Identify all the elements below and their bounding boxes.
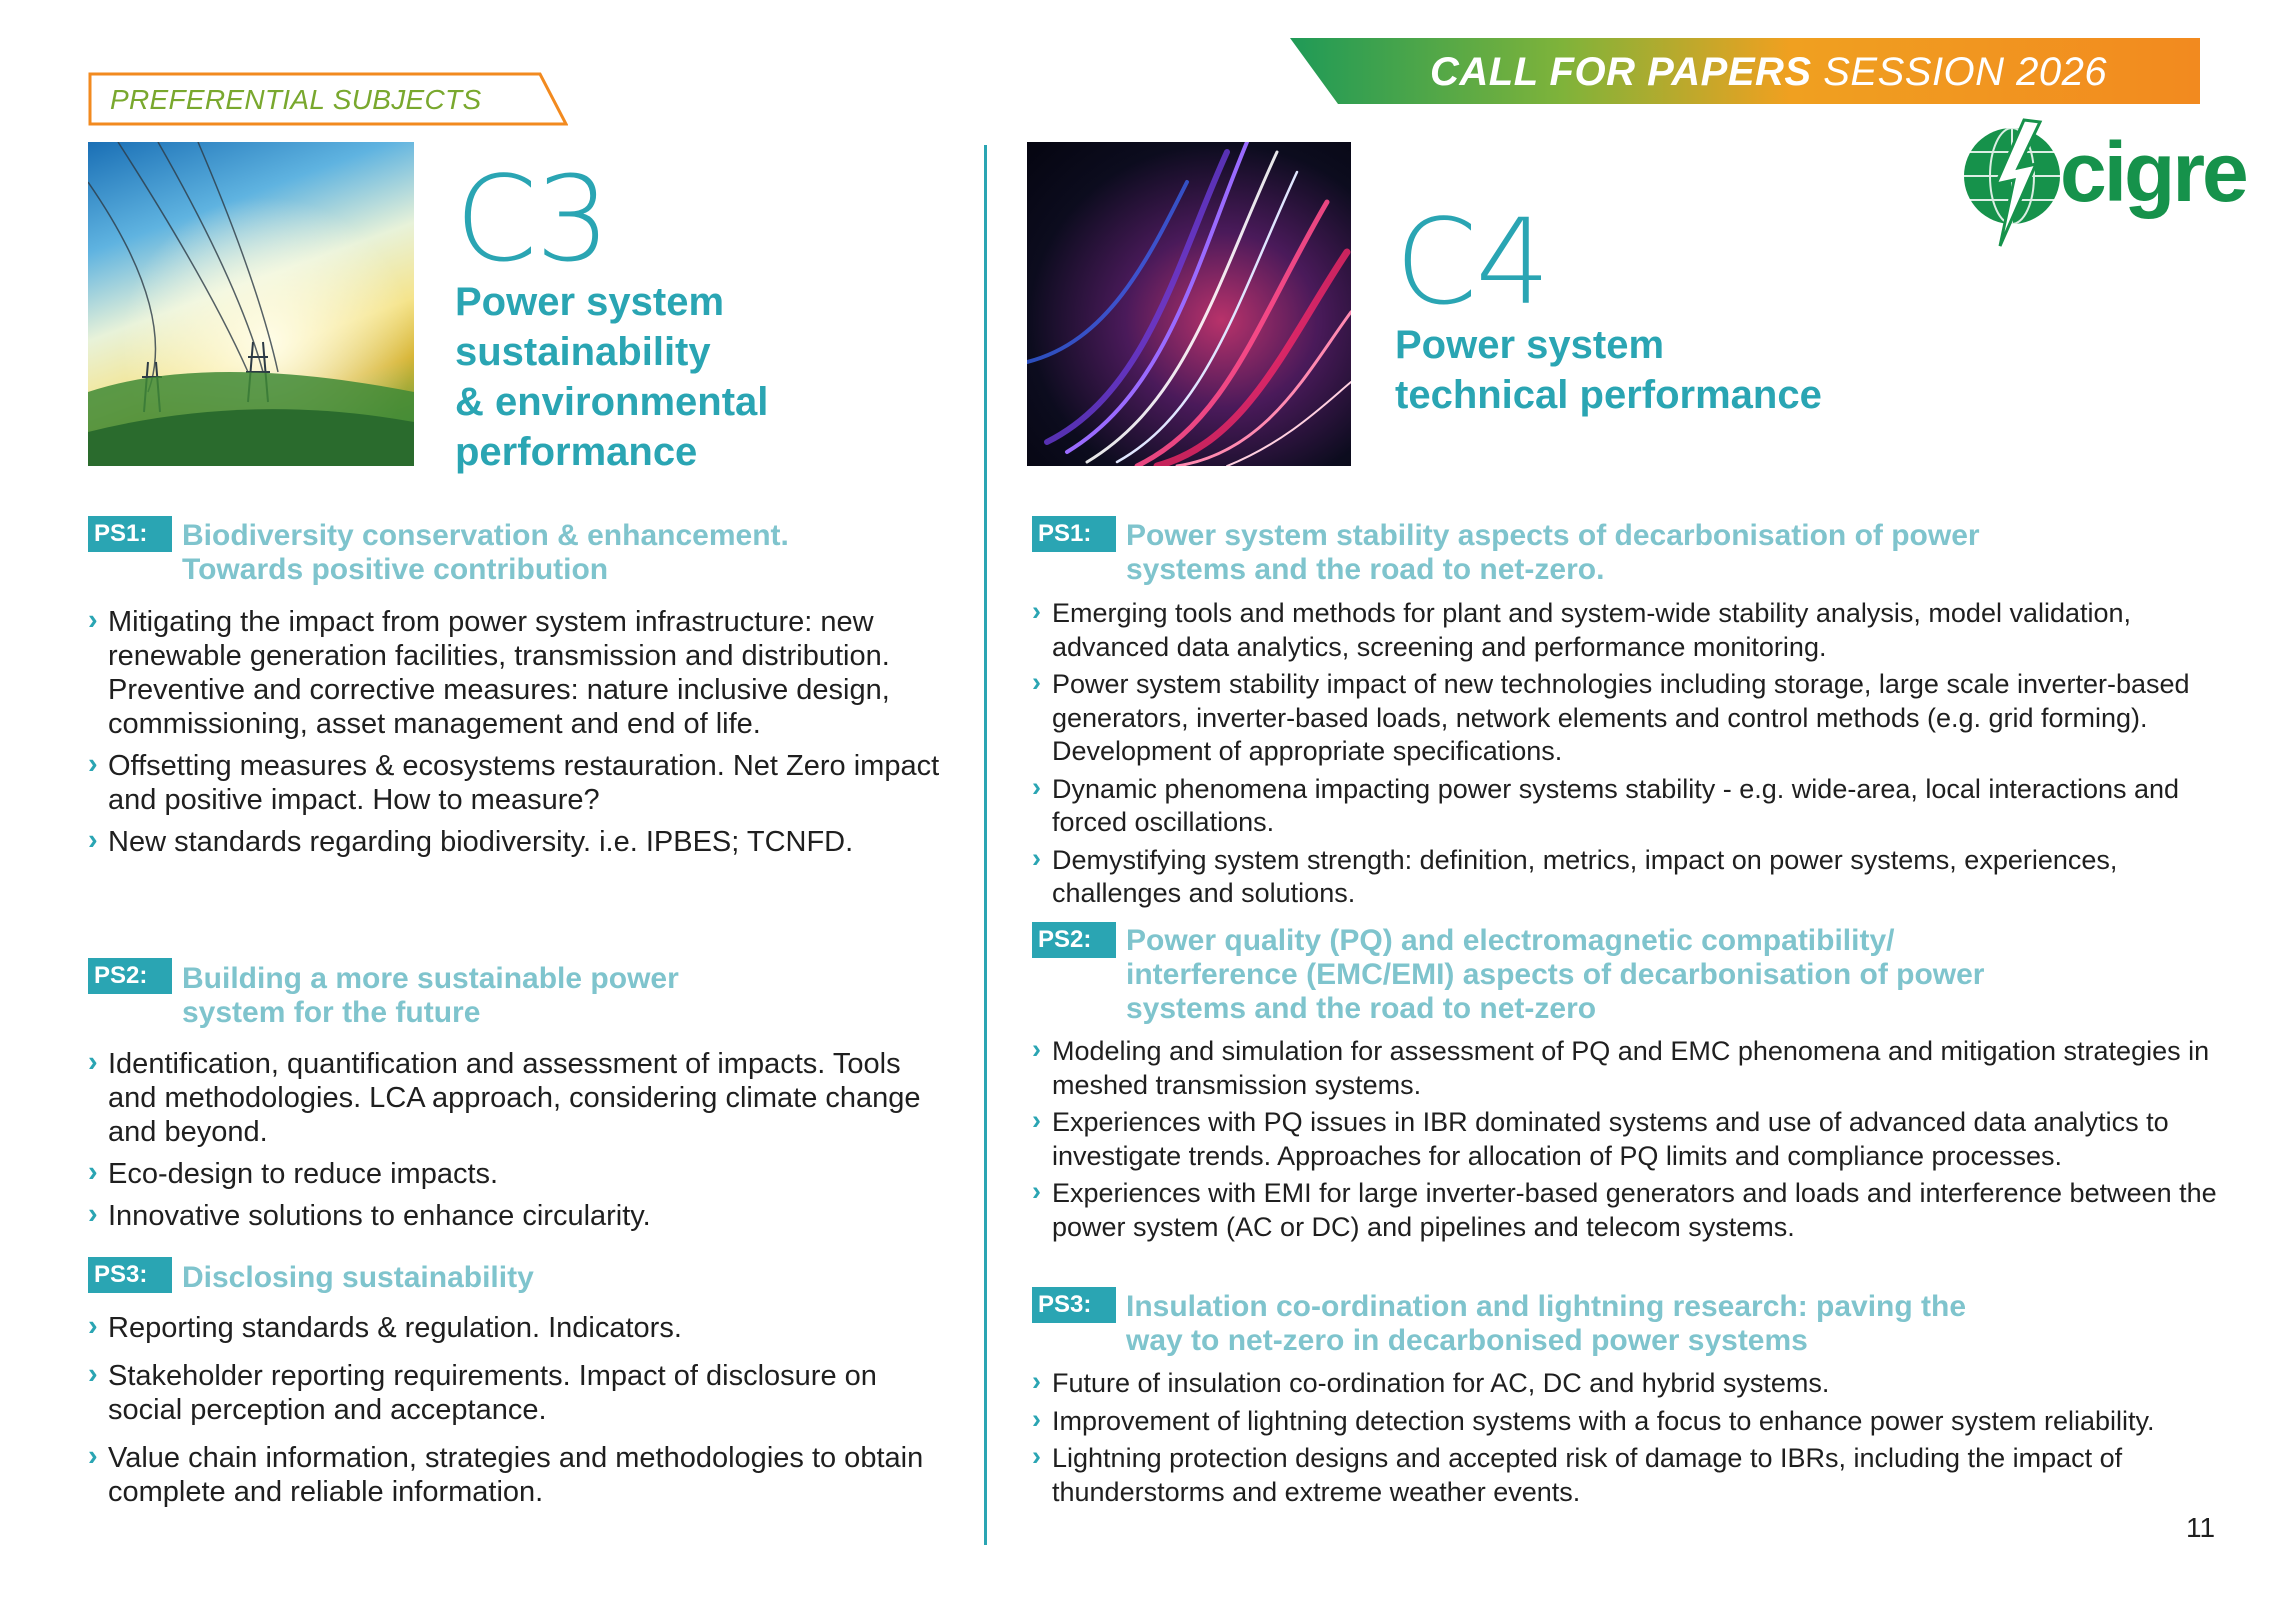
committee-title-c3: Power system sustainability & environmental performance (455, 280, 769, 474)
ps1-badge: PS1: (1032, 516, 1116, 552)
list-item: › Offsetting measures & ecosystems restauration. Net Zero impact and positive impact. How to measure? (88, 749, 943, 817)
ps2-title: Building a more sustainable power system for the future (182, 962, 679, 1029)
list-item: › Mitigating the impact from power system infrastructure: new renewable generation facilities, transmission and distribution. Preventive and corrective measures: nature inclusive design, commissioning, asset management and end of life. (88, 605, 943, 741)
ps2-badge: PS2: (1032, 922, 1116, 958)
list-item: › Improvement of lightning detection systems with a focus to enhance power system reliability. (1032, 1405, 2172, 1439)
ps3-title: Disclosing sustainability (182, 1261, 534, 1294)
list-item: › Identification, quantification and assessment of impacts. Tools and methodologies. LCA approach, considering climate change and beyond. (88, 1047, 943, 1149)
committee-title-c4: Power system technical performance (1395, 323, 1822, 417)
ps2-list (88, 1047, 943, 1241)
ps3-title: Insulation co-ordination and lightning research: paving the way to net-zero in decarbonised power systems (1126, 1290, 1967, 1357)
list-item: › Innovative solutions to enhance circularity. (88, 1199, 943, 1233)
list-item: › New standards regarding biodiversity. i.e. IPBES; TCNFD. (88, 825, 943, 859)
ps3-badge: PS3: (88, 1257, 172, 1293)
list-item: › Experiences with EMI for large inverter-based generators and loads and interference between the power system (AC or DC) and pipelines and telecom systems. (1032, 1177, 2252, 1244)
ps3-badge: PS3: (1032, 1287, 1116, 1323)
list-item: › Reporting standards & regulation. Indicators. (88, 1311, 943, 1345)
list-item: › Eco-design to reduce impacts. (88, 1157, 943, 1191)
list-item: › Experiences with PQ issues in IBR dominated systems and use of advanced data analytics to investigate trends. Approaches for allocation of PQ limits and compliance processes. (1032, 1106, 2252, 1173)
banner-title: CALL FOR PAPERS SESSION 2026 (1430, 50, 2108, 94)
list-item: › Future of insulation co-ordination for AC, DC and hybrid systems. (1032, 1367, 2172, 1401)
light-streaks-photo (1027, 142, 1351, 466)
ps2-title: Power quality (PQ) and electromagnetic compatibility/ interference (EMC/EMI) aspects of decarbonisation of power systems and the road to net-zero (1126, 924, 1985, 1025)
list-item: › Stakeholder reporting requirements. Impact of disclosure on social perception and acceptance. (88, 1359, 943, 1427)
list-item: › Power system stability impact of new technologies including storage, large scale inverter-based generators, inverter-based loads, network elements and control methods (e.g. grid forming). Development of appropriate specifications. (1032, 668, 2252, 769)
column-divider (984, 145, 987, 1545)
list-item: › Modeling and simulation for assessment of PQ and EMC phenomena and mitigation strategies in meshed transmission systems. (1032, 1035, 2252, 1102)
committee-code-c4: C4 (1395, 193, 1549, 331)
ps3-list (88, 1311, 943, 1517)
ps1-list (1032, 597, 2252, 915)
ps1-title: Power system stability aspects of decarbonisation of power systems and the road to net-zero. (1126, 519, 1980, 586)
ps3-list (1032, 1367, 2172, 1513)
ps2-list (1032, 1035, 2252, 1248)
ps1-badge: PS1: (88, 516, 172, 552)
ps1-title: Biodiversity conservation & enhancement. Towards positive contribution (182, 519, 789, 586)
power-lines-photo (88, 142, 414, 466)
list-item: › Dynamic phenomena impacting power systems stability - e.g. wide-area, local interactions and forced oscillations. (1032, 773, 2252, 840)
ps2-badge: PS2: (88, 958, 172, 994)
list-item: › Lightning protection designs and accepted risk of damage to IBRs, including the impact of thunderstorms and extreme weather events. (1032, 1442, 2172, 1509)
ps1-list (88, 605, 943, 867)
committee-code-c3: C3 (455, 150, 609, 288)
preferential-subjects-label: PREFERENTIAL SUBJECTS (110, 84, 482, 115)
cigre-logo-text: cigre (2060, 125, 2246, 219)
list-item: › Emerging tools and methods for plant and system-wide stability analysis, model validation, advanced data analytics, screening and performance monitoring. (1032, 597, 2252, 664)
list-item: › Demystifying system strength: definition, metrics, impact on power systems, experiences, challenges and solutions. (1032, 844, 2252, 911)
page-number: 11 (2186, 1512, 2216, 1543)
list-item: › Value chain information, strategies and methodologies to obtain complete and reliable information. (88, 1441, 943, 1509)
